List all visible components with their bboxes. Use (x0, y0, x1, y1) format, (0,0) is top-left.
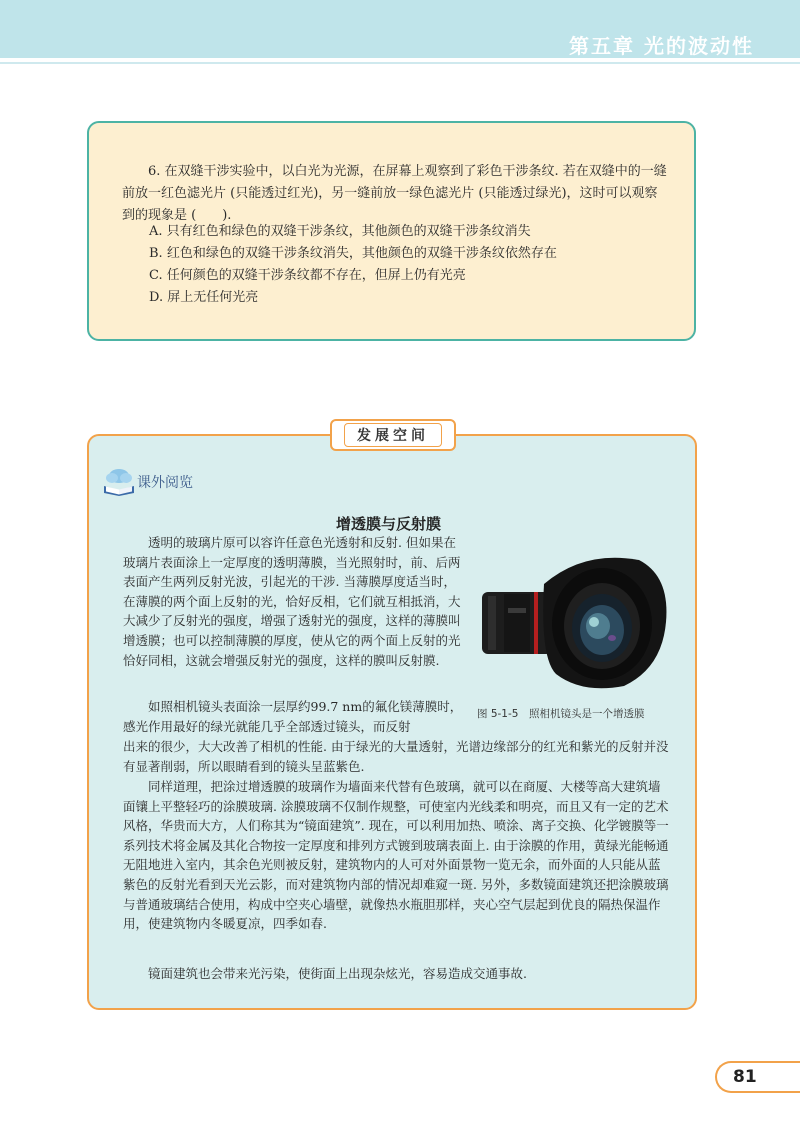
exercise-box (87, 121, 696, 341)
header-divider (0, 62, 800, 64)
section-tab (330, 419, 456, 451)
paragraph-2-continued: 出来的很少，大大改善了相机的性能. 由于绿光的大量透射，光谱边缘部分的红光和紫光的反射并没有显著削弱，所以眼睛看到的镜头呈蓝紫色. (123, 739, 669, 774)
chapter-title: 第五章 光的波动性 (569, 34, 754, 58)
paragraph-3: 同样道理，把涂过增透膜的玻璃作为墙面来代替有色玻璃，就可以在商厦、大楼等高大建筑墙面镶上平整轻巧的涂膜玻璃. 涂膜玻璃不仅制作规整，可使室内光线柔和明亮，而且又有一定的艺术风格，华贵而大方，人们称其为“镜面建筑”. 现在，可以利用加热、喷涂、离子交换、化学镀膜等一系列技术将金属及其化合物按一定厚度和排列方式镀到玻璃表面上. 由于涂膜的作用，黄绿光能畅通无阻地进入室内，其余色光则被反射，建筑物内的人可对外面景物一览无余，而外面的人只能从蓝紫色的反射光看到天光云影，而对建筑物内部的情况却难窥一斑. 另外，多数镜面建筑还把涂膜玻璃与普通玻璃结合使用，构成中空夹心墙壁，就像热水瓶胆那样，夹心空气层起到优良的隔热保温作用，使建筑物内冬暖夏凉，四季如春. (123, 779, 669, 932)
option-a: A. 只有红色和绿色的双缝干涉条纹，其他颜色的双缝干涉条纹消失 (149, 224, 531, 239)
paragraph-4: 镜面建筑也会带来光污染，使街面上出现杂炫光，容易造成交通事故. (148, 966, 527, 981)
question-stem: 6. 在双缝干涉实验中，以白光为光源，在屏幕上观察到了彩色干涉条纹. 若在双缝中的一缝前放一红色滤光片 (只能透过红光)，另一缝前放一绿色滤光片 (只能透过绿光)，这时可以观察到的现象是 ( ). (122, 164, 667, 223)
option-d: D. 屏上无任何光亮 (149, 290, 259, 305)
reading-label: 课外阅览 (137, 475, 193, 491)
option-b: B. 红色和绿色的双缝干涉条纹消失，其他颜色的双缝干涉条纹依然存在 (149, 246, 557, 261)
section-tab-label: 发展空间 (344, 423, 442, 447)
camera-lens-photo (474, 546, 674, 694)
page-number-tab (715, 1061, 800, 1093)
option-c: C. 任何颜色的双缝干涉条纹都不存在，但屏上仍有光亮 (149, 268, 466, 283)
paragraph-1: 透明的玻璃片原可以容许任意色光透射和反射. 但如果在玻璃片表面涂上一定厚度的透明薄膜，当光照射时，前、后两表面产生两列反射光波，引起光的干涉. 当薄膜厚度适当时，在薄膜的两个面上反射的光，恰好反相，它们就互相抵消，大大减少了反射光的强度，增强了透射光的强度，这样的薄膜叫增透膜；也可以控制薄膜的厚度，使从它的两个面上反射的光恰好同相，这就会增强反射光的强度，这样的膜叫反射膜. (123, 535, 461, 668)
figure-caption: 图 5-1-5 照相机镜头是一个增透膜 (477, 708, 645, 720)
question-options (149, 221, 557, 309)
article-title: 增透膜与反射膜 (336, 515, 442, 533)
paragraph-2: 如照相机镜头表面涂一层厚约99.7 nm的氟化镁薄膜时，感光作用最好的绿光就能几乎全部透过镜头，而反射 (123, 699, 463, 734)
book-cloud-icon (101, 467, 137, 497)
page-number: 81 (733, 1067, 757, 1087)
